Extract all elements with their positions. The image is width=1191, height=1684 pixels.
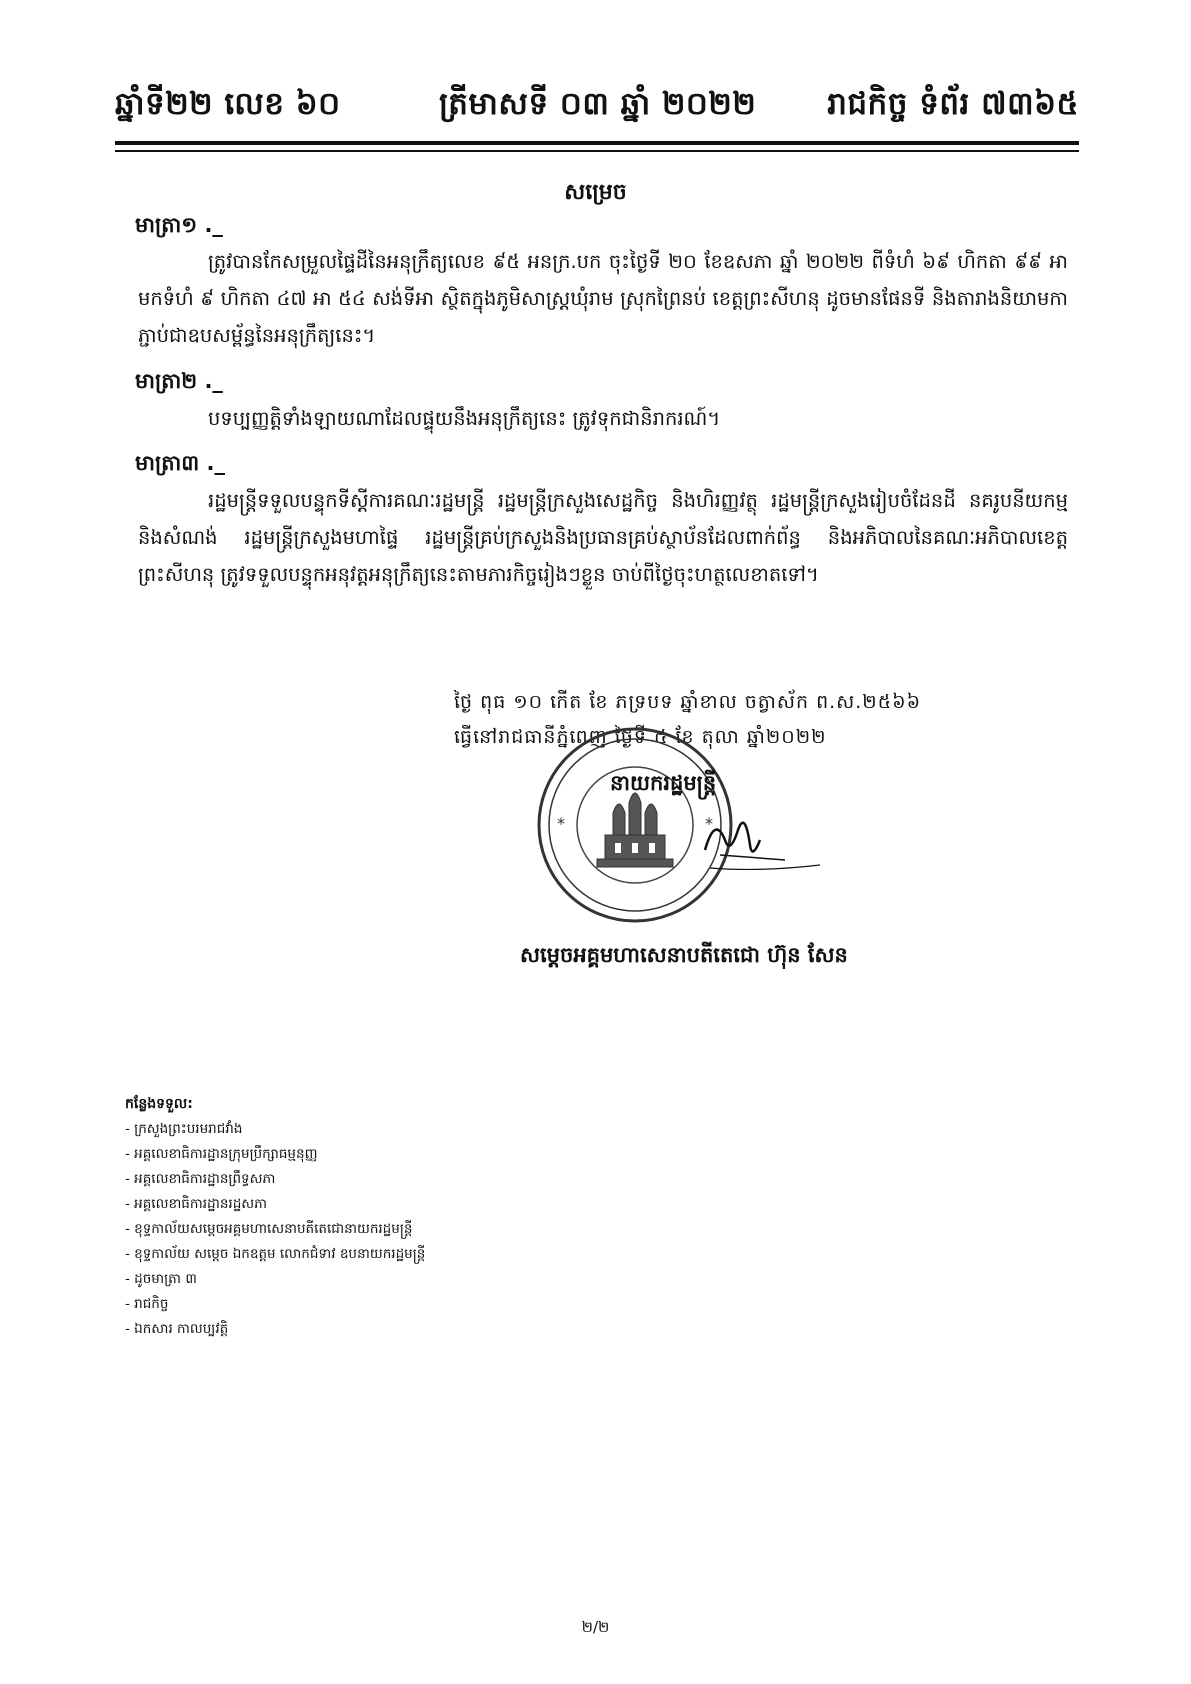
recipient-item: - អគ្គលេខាធិការដ្ឋានក្រុមប្រឹក្សាធម្មនុញ្ញ bbox=[125, 1142, 425, 1167]
article-2-text: បទប្បញ្ញត្តិទាំងឡាយណាដែលផ្ទុយនឹងអនុក្រឹត្យនេះ ត្រូវទុកជានិរាករណ៍។ bbox=[208, 407, 721, 430]
recipients-title: កន្លែងទទួល: bbox=[125, 1096, 193, 1112]
recipient-item: - ដូចមាត្រា ៣ bbox=[125, 1267, 425, 1292]
article-3-text: រដ្ឋមន្ត្រីទទួលបន្ទុកទីស្តីការគណៈរដ្ឋមន្ត្រី រដ្ឋមន្ត្រីក្រសួងសេដ្ឋកិច្ច និងហិរញ្ញវត្ថុ រដ្ឋមន្ត្រីក្រសួងរៀបចំដែនដី នគរូបនីយកម្ម និងសំណង់ រដ្ឋមន្ត្រីក្រសួងមហាផ្ទៃ រដ្ឋមន្ត្រីគ្រប់ក្រសួងនិងប្រធានគ្រប់ស្ថាប័នដែលពាក់ព័ន្ធ និងអភិបាលនៃគណៈអភិបាលខេត្តព្រះសីហនុ ត្រូវទទួលបន្ទុកអនុវត្តអនុក្រឹត្យនេះតាមភារកិច្ចរៀងៗខ្លួន ចាប់ពីថ្ងៃចុះហត្ថលេខាតទៅ។ bbox=[138, 489, 1068, 586]
header-rule-thin bbox=[115, 150, 1079, 152]
recipient-item: - ក្រសួងព្រះបរមរាជវាំង bbox=[125, 1117, 425, 1142]
recipient-item: - អគ្គលេខាធិការដ្ឋានព្រឹទ្ធសភា bbox=[125, 1167, 425, 1192]
header-page-ref: រាជកិច្ច ទំព័រ ៧៣៦៥ bbox=[827, 86, 1079, 122]
date-solar: ធ្វើនៅរាជធានីភ្នំពេញ ថ្ងៃទី ៥ ខែ តុលា ឆ្នាំ២០២២ bbox=[454, 726, 827, 748]
header-rule-thick bbox=[115, 141, 1079, 145]
article-1-text: ត្រូវបានកែសម្រួលផ្ទៃដីនៃអនុក្រឹត្យលេខ ៩៥ អនក្រ.បក ចុះថ្ងៃទី ២០ ខែឧសភា ឆ្នាំ ២០២២ ពីទំហំ ៦៩ ហិកតា ៩៩ អា មកទំហំ ៩ ហិកតា ៤៧ អា ៥៤ សង់ទីអា ស្ថិតក្នុងភូមិសាស្ត្រឃុំរាម ស្រុកព្រៃនប់ ខេត្តព្រះសីហនុ ដូចមានផែនទី និងតារាងនិយាមកាភ្ជាប់ជាឧបសម្ព័ន្ធនៃអនុក្រឹត្យនេះ។ bbox=[138, 250, 1068, 347]
signatory-title: នាយករដ្ឋមន្ត្រី bbox=[610, 771, 717, 795]
recipient-item: - អគ្គលេខាធិការដ្ឋានរដ្ឋសភា bbox=[125, 1192, 425, 1217]
page-number: ២/២ bbox=[581, 1618, 610, 1636]
recipient-item: - ឯកសារ កាលប្បវត្តិ bbox=[125, 1317, 425, 1342]
handwritten-signature bbox=[690, 810, 830, 884]
header-issue-number: ឆ្នាំទី២២ លេខ ៦០ bbox=[115, 86, 341, 122]
article-2-title: មាត្រា២ ._ bbox=[135, 369, 223, 393]
recipients-list bbox=[125, 1092, 425, 1342]
date-lunar: ថ្ងៃ ពុធ ១០ កើត ខែ ភទ្របទ ឆ្នាំខាល ចត្វាស័ក ព.ស.២៥៦៦ bbox=[454, 691, 922, 713]
header-quarter: ត្រីមាសទី ០៣ ឆ្នាំ ២០២២ bbox=[439, 86, 757, 122]
decision-heading: សម្រេច bbox=[564, 180, 627, 205]
recipient-item: - ខុទ្ទកាល័យ សម្តេច ឯកឧត្តម លោកជំទាវ ឧបនាយករដ្ឋមន្ត្រី bbox=[125, 1242, 425, 1267]
svg-text:*: * bbox=[557, 814, 565, 833]
recipient-item: - ខុទ្ទកាល័យសម្តេចអគ្គមហាសេនាបតីតេជោនាយករដ្ឋមន្ត្រី bbox=[125, 1217, 425, 1242]
signatory-name: សម្តេចអគ្គមហាសេនាបតីតេជោ ហ៊ុន សែន bbox=[520, 943, 848, 967]
recipient-item: - រាជកិច្ច bbox=[125, 1292, 425, 1317]
svg-text:*: * bbox=[705, 814, 713, 833]
article-1-title: មាត្រា១ ._ bbox=[135, 213, 223, 237]
article-3-title: មាត្រា៣ ._ bbox=[135, 451, 225, 475]
